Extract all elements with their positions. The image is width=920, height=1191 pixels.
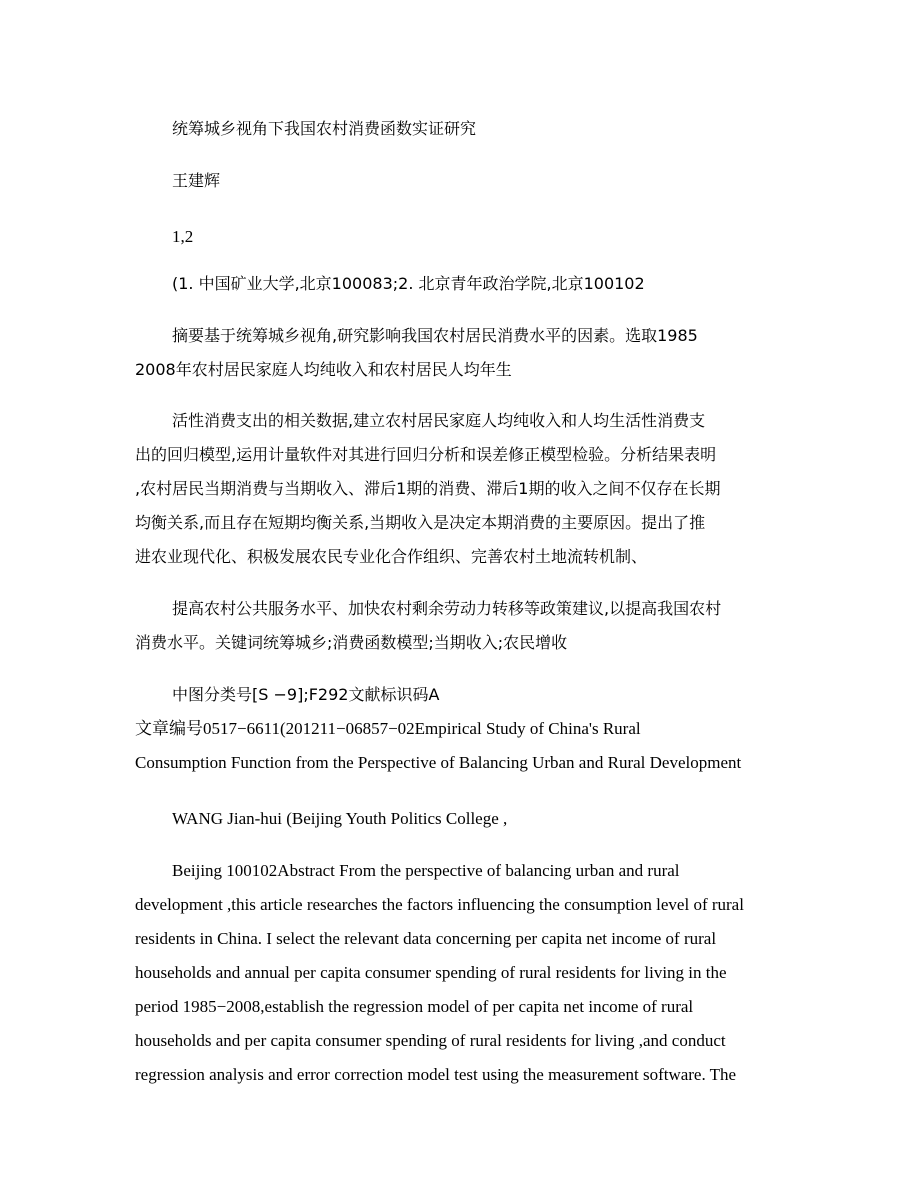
english-title-line: Consumption Function from the Perspective of Balancing Urban and Rural Development <box>135 753 742 772</box>
affiliation: (1. 中国矿业大学,北京100083;2. 北京青年政治学院,北京100102 <box>172 274 645 293</box>
text-line: 活性消费支出的相关数据,建立农村居民家庭人均纯收入和人均生活性消费支 <box>172 411 706 430</box>
classification-block <box>135 678 835 780</box>
article-number-line: 文章编号0517−6611(201211−06857−02Empirical Study of China's Rural <box>135 719 641 738</box>
abstract-en <box>135 854 835 1092</box>
abstract-cn-part1 <box>135 319 785 387</box>
author-superscript: 1,2 <box>172 227 194 246</box>
text-line: Beijing 100102Abstract From the perspective of balancing urban and rural <box>172 861 680 880</box>
abstract-cn-part2 <box>135 404 785 574</box>
abstract-cn-part3 <box>135 592 785 660</box>
text-line: 进农业现代化、积极发展农民专业化合作组织、完善农村土地流转机制、 <box>135 547 648 566</box>
text-line: period 1985−2008,establish the regression model of per capita net income of rural <box>135 997 694 1016</box>
text-line: development ,this article researches the factors influencing the consumption level of rural <box>135 895 744 914</box>
text-line: 2008年农村居民家庭人均纯收入和农村居民人均年生 <box>135 360 512 379</box>
classification-line: 中图分类号[S −9];F292文献标识码A <box>172 685 440 704</box>
text-line: 消费水平。关键词统筹城乡;消费函数模型;当期收入;农民增收 <box>135 633 568 652</box>
text-line: residents in China. I select the relevant data concerning per capita net income of rural <box>135 929 717 948</box>
text-line: 摘要基于统筹城乡视角,研究影响我国农村居民消费水平的因素。选取1985 <box>172 326 698 345</box>
text-line: households and annual per capita consumer spending of rural residents for living in the <box>135 963 727 982</box>
paper-title: 统筹城乡视角下我国农村消费函数实证研究 <box>172 119 477 138</box>
text-line: 提高农村公共服务水平、加快农村剩余劳动力转移等政策建议,以提高我国农村 <box>172 599 722 618</box>
author-name: 王建辉 <box>172 171 221 190</box>
english-author: WANG Jian-hui (Beijing Youth Politics College , <box>172 809 508 828</box>
text-line: 均衡关系,而且存在短期均衡关系,当期收入是决定本期消费的主要原因。提出了推 <box>135 513 706 532</box>
text-line: regression analysis and error correction model test using the measurement software. The <box>135 1065 737 1084</box>
text-line: households and per capita consumer spending of rural residents for living ,and conduct <box>135 1031 726 1050</box>
text-line: 出的回归模型,运用计量软件对其进行回归分析和误差修正模型检验。分析结果表明 <box>135 445 717 464</box>
text-line: ,农村居民当期消费与当期收入、滞后1期的消费、滞后1期的收入之间不仅存在长期 <box>135 479 721 498</box>
